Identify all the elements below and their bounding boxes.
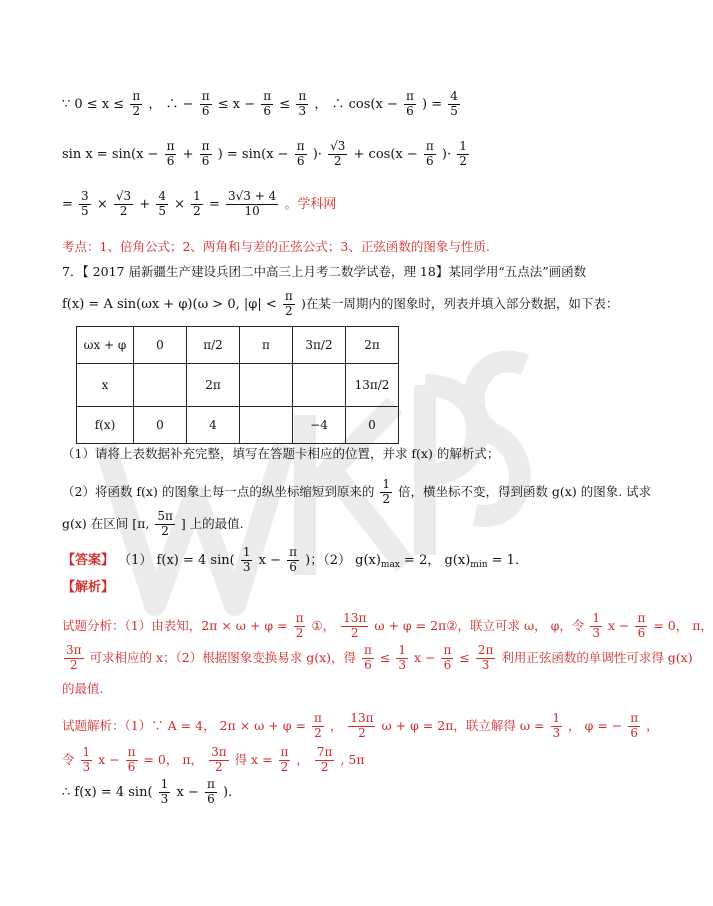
fraction: $\frac{1}{2}$ [459, 139, 467, 168]
fraction: $\frac{\pi}{6}$ [637, 611, 646, 640]
fraction: $\frac{√3}{2}$ [115, 189, 132, 218]
fraction: $\frac{\pi}{6}$ [425, 139, 434, 168]
text: + [139, 196, 151, 212]
table-row [77, 407, 399, 444]
kaodian-note: 考点：1、倍角公式；2、两角和与差的正弦公式；3、正弦函数的图象与性质. [62, 239, 490, 254]
fraction: $\frac{\pi}{2}$ [132, 89, 141, 118]
table-cell: f(x) [77, 407, 134, 444]
fraction: $\frac{\pi}{6}$ [166, 139, 175, 168]
fraction: $\frac{\pi}{2}$ [295, 611, 304, 640]
text: sin x = sin(x − [62, 146, 159, 162]
fraction: $\frac{13\pi}{2}$ [350, 711, 374, 740]
text: )在某一周期内的图象时，列表并填入部分数据，如下表： [300, 295, 619, 311]
text: x − [98, 751, 120, 767]
text: ω + φ = 2π，联立解得 ω = [381, 717, 545, 733]
fraction: $\frac{1}{2}$ [382, 477, 390, 506]
fraction: $\frac{\pi}{6}$ [201, 89, 210, 118]
fraction: $\frac{1}{2}$ [193, 189, 201, 218]
fraction: $\frac{\pi}{6}$ [263, 89, 272, 118]
text: f(x) = A sin(ωx + φ)(ω > 0, |φ| < [62, 296, 277, 312]
fraction: $\frac{3\pi}{2}$ [66, 643, 82, 672]
text: x − [413, 649, 436, 665]
fraction: $\frac{1}{3}$ [592, 611, 600, 640]
site-tag: 。学科网 [284, 196, 337, 212]
text: = [62, 196, 73, 212]
text: ≤ x − [217, 96, 256, 112]
jiexi-label: 【解析】 [62, 580, 115, 595]
table-cell: 13π/2 [346, 364, 399, 407]
text: )；（2） g(x) [305, 552, 381, 568]
text: )· [441, 146, 452, 162]
text: + cos(x − [353, 146, 418, 162]
answer-label: 【答案】 [62, 552, 115, 568]
table-row [77, 364, 399, 407]
text: 试题分析：（1）由表知，2π × ω + φ = [62, 617, 288, 633]
subscript: max [380, 559, 400, 570]
fraction: $\frac{\pi}{6}$ [296, 139, 305, 168]
text: ①， [311, 617, 336, 633]
fraction: $\frac{\pi}{2}$ [313, 711, 322, 740]
fraction: $\frac{3√3 + 4}{10}$ [228, 189, 277, 218]
table-cell: 3π/2 [293, 327, 346, 364]
answer-line [62, 546, 519, 575]
table-cell: 2π [187, 364, 240, 407]
subscript: min [470, 559, 488, 570]
fraction: $\frac{\pi}{2}$ [284, 289, 293, 318]
fraction: $\frac{\pi}{6}$ [201, 139, 210, 168]
text: × [96, 196, 108, 212]
text: ∴ f(x) = 4 sin( [62, 784, 153, 800]
fraction: $\frac{\pi}{3}$ [298, 89, 307, 118]
table-cell: 0 [346, 407, 399, 444]
fraction: $\frac{\pi}{6}$ [630, 711, 639, 740]
text: ， φ = − [568, 717, 623, 733]
fraction: $\frac{1}{3}$ [160, 777, 169, 806]
question-7-function [62, 290, 618, 319]
text: 利用正弦函数的单调性可求得 g(x) [501, 649, 693, 665]
fraction: $\frac{4}{5}$ [450, 89, 458, 118]
fraction: $\frac{\pi}{6}$ [364, 643, 372, 672]
table-cell [240, 407, 293, 444]
table-cell: π [240, 327, 293, 364]
math-line-3 [62, 190, 336, 219]
solution-line-2 [62, 746, 365, 775]
math-line-1 [62, 90, 462, 119]
fraction: $\frac{\pi}{6}$ [289, 545, 297, 574]
fraction: $\frac{13\pi}{2}$ [343, 611, 367, 640]
math-line-2 [62, 140, 471, 169]
text: + [182, 146, 194, 162]
text: ， [646, 717, 659, 733]
text: ω + φ = 2π②，联立可求 ω， φ，令 [374, 617, 585, 633]
table-cell [134, 364, 187, 407]
text: ， [329, 717, 343, 733]
text: = 2， g(x) [404, 552, 471, 568]
analysis-line-1 [62, 612, 713, 641]
fraction: $\frac{1}{3}$ [82, 745, 91, 774]
part-2-interval [62, 510, 244, 539]
fraction: $\frac{7\pi}{2}$ [316, 745, 333, 774]
fraction: $\frac{1}{3}$ [398, 643, 406, 672]
part-2-text [62, 478, 651, 507]
table-cell [240, 364, 293, 407]
table-row [77, 327, 399, 364]
fraction: $\frac{1}{3}$ [242, 545, 251, 574]
text: ∵ 0 ≤ x ≤ [62, 96, 125, 112]
question-7-heading: 7．【 2017 届新疆生产建设兵团二中高三上月考二数学试卷，理 18】某同学用“五点法”画函数 [62, 264, 587, 279]
solution-line-3 [62, 778, 232, 807]
text: ] 上的最值. [180, 515, 244, 531]
text: （1） f(x) = 4 sin( [118, 552, 235, 568]
table-cell: π/2 [187, 327, 240, 364]
text: = [208, 196, 220, 212]
text: , 5π [340, 751, 365, 767]
text: 试题解析：（1）∵ A = 4， 2π × ω + φ = [62, 717, 306, 733]
fraction: $\frac{\pi}{6}$ [206, 777, 215, 806]
text: = 0， π， [143, 751, 204, 767]
solution-line-1 [62, 712, 659, 741]
table-cell: 0 [134, 407, 187, 444]
text: 可求相应的 x；（2）根据图象变换易求 g(x)，得 [89, 649, 357, 665]
fraction: $\frac{\pi}{2}$ [280, 745, 289, 774]
table-cell: 2π [346, 327, 399, 364]
text: × [174, 196, 186, 212]
fraction: $\frac{3}{5}$ [81, 189, 89, 218]
fraction: $\frac{4}{5}$ [158, 189, 166, 218]
text: x − [258, 552, 281, 568]
part-1-text: （1）请将上表数据补充完整，填写在答题卡相应的位置，并求 f(x) 的解析式； [62, 446, 500, 461]
table-cell [293, 364, 346, 407]
text: ≤ [379, 649, 391, 665]
text: ， [296, 751, 309, 767]
text: g(x) 在区间 [π, [62, 515, 150, 531]
text: ， ∴ − [148, 96, 194, 112]
analysis-line-2 [62, 644, 693, 673]
table-cell: 4 [187, 407, 240, 444]
fraction: $\frac{\pi}{6}$ [405, 89, 414, 118]
table-cell: 0 [134, 327, 187, 364]
text: = 0， π， [653, 617, 713, 633]
table-cell: x [77, 364, 134, 407]
text: = 1. [491, 552, 520, 568]
table-cell: ωx + φ [77, 327, 134, 364]
analysis-line-3: 的最值. [62, 681, 104, 696]
text: x − [607, 617, 630, 633]
fraction: $\frac{\pi}{6}$ [443, 643, 452, 672]
text: ， ∴ cos(x − [314, 96, 398, 112]
text: 得 x = [234, 751, 273, 767]
text: ) = [422, 96, 443, 112]
fraction: $\frac{3\pi}{2}$ [211, 745, 227, 774]
five-point-table [76, 326, 399, 444]
fraction: $\frac{5\pi}{2}$ [157, 509, 173, 538]
text: )· [312, 146, 322, 162]
fraction: $\frac{√3}{2}$ [330, 139, 346, 168]
text: ≤ [459, 649, 470, 665]
text: 令 [62, 751, 75, 767]
fraction: $\frac{2\pi}{3}$ [477, 643, 494, 672]
text: 倍，横坐标不变，得到函数 g(x) 的图象. 试求 [397, 483, 652, 499]
fraction: $\frac{1}{3}$ [552, 711, 561, 740]
table-cell: −4 [293, 407, 346, 444]
text: （2）将函数 f(x) 的图象上每一点的纵坐标缩短到原来的 [62, 483, 375, 499]
text: x − [176, 784, 199, 800]
text: ). [222, 784, 233, 800]
text: ≤ [279, 96, 291, 112]
fraction: $\frac{\pi}{6}$ [127, 745, 136, 774]
text: ) = sin(x − [217, 146, 289, 162]
